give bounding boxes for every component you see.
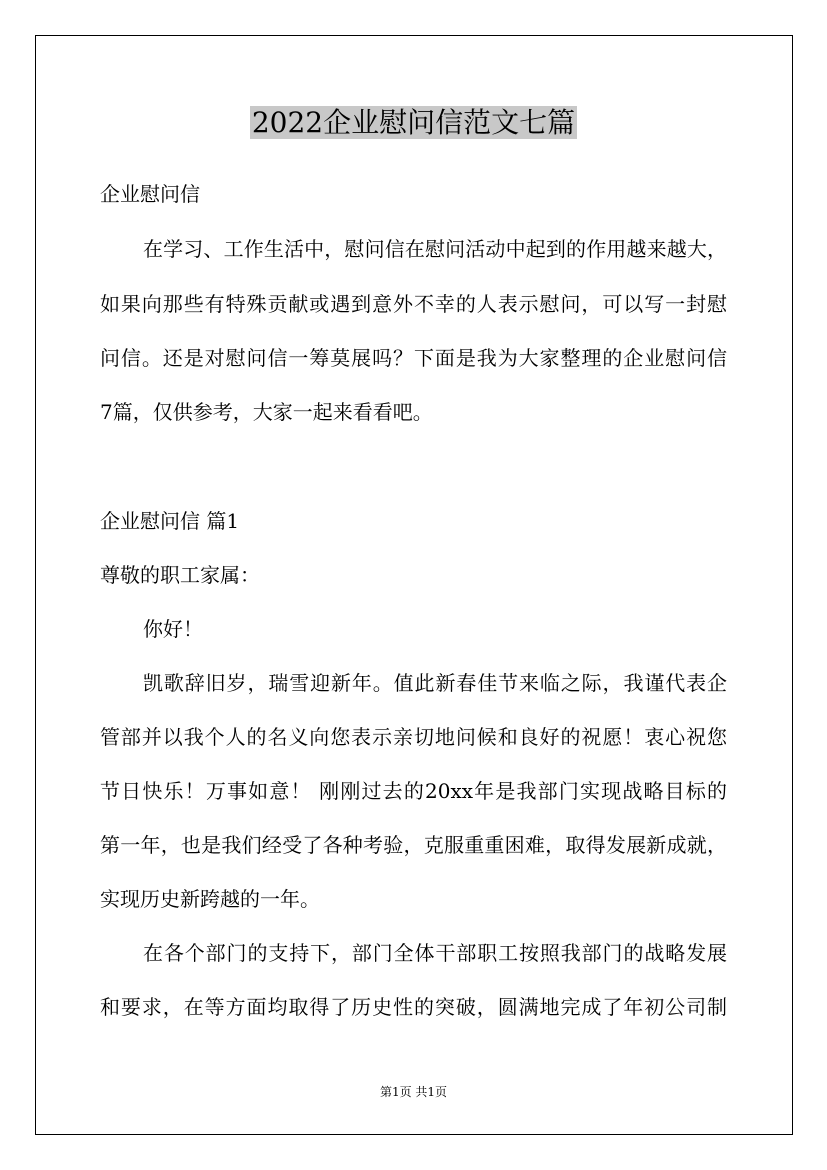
intro-line-4: 7篇，仅供参考，大家一起来看看吧。 <box>100 400 433 424</box>
page-footer: 第1页 共1页 <box>379 1085 448 1099</box>
para2-line-1: 在各个部门的支持下，部门全体干部职工按照我部门的战略发展 <box>143 941 727 965</box>
para1-line-3: 节日快乐！万事如意！ 刚刚过去的20xx年是我部门实现战略目标的 <box>100 779 727 803</box>
heading: 企业慰问信 <box>100 182 200 206</box>
para1-line-5: 实现历史新跨越的一年。 <box>100 887 320 911</box>
section-title: 企业慰问信 篇1 <box>100 509 240 533</box>
para2-line-2: 和要求，在等方面均取得了历史性的突破，圆满地完成了年初公司制 <box>100 995 727 1019</box>
intro-line-2: 如果向那些有特殊贡献或遇到意外不幸的人表示慰问，可以写一封慰 <box>100 292 727 316</box>
intro-line-3: 问信。还是对慰问信一筹莫展吗？下面是我为大家整理的企业慰问信 <box>100 346 727 370</box>
salutation: 尊敬的职工家属： <box>100 563 260 587</box>
para1-line-4: 第一年，也是我们经受了各种考验，克服重重困难，取得发展新成就， <box>100 833 727 857</box>
para1-line-1: 凯歌辞旧岁，瑞雪迎新年。值此新春佳节来临之际，我谨代表企 <box>143 671 727 695</box>
document-title: 2022企业慰问信范文七篇 <box>251 106 576 139</box>
para1-line-2: 管部并以我个人的名义向您表示亲切地问候和良好的祝愿！衷心祝您 <box>100 725 727 749</box>
greeting: 你好！ <box>143 617 203 641</box>
intro-line-1: 在学习、工作生活中，慰问信在慰问活动中起到的作用越来越大， <box>143 237 727 261</box>
